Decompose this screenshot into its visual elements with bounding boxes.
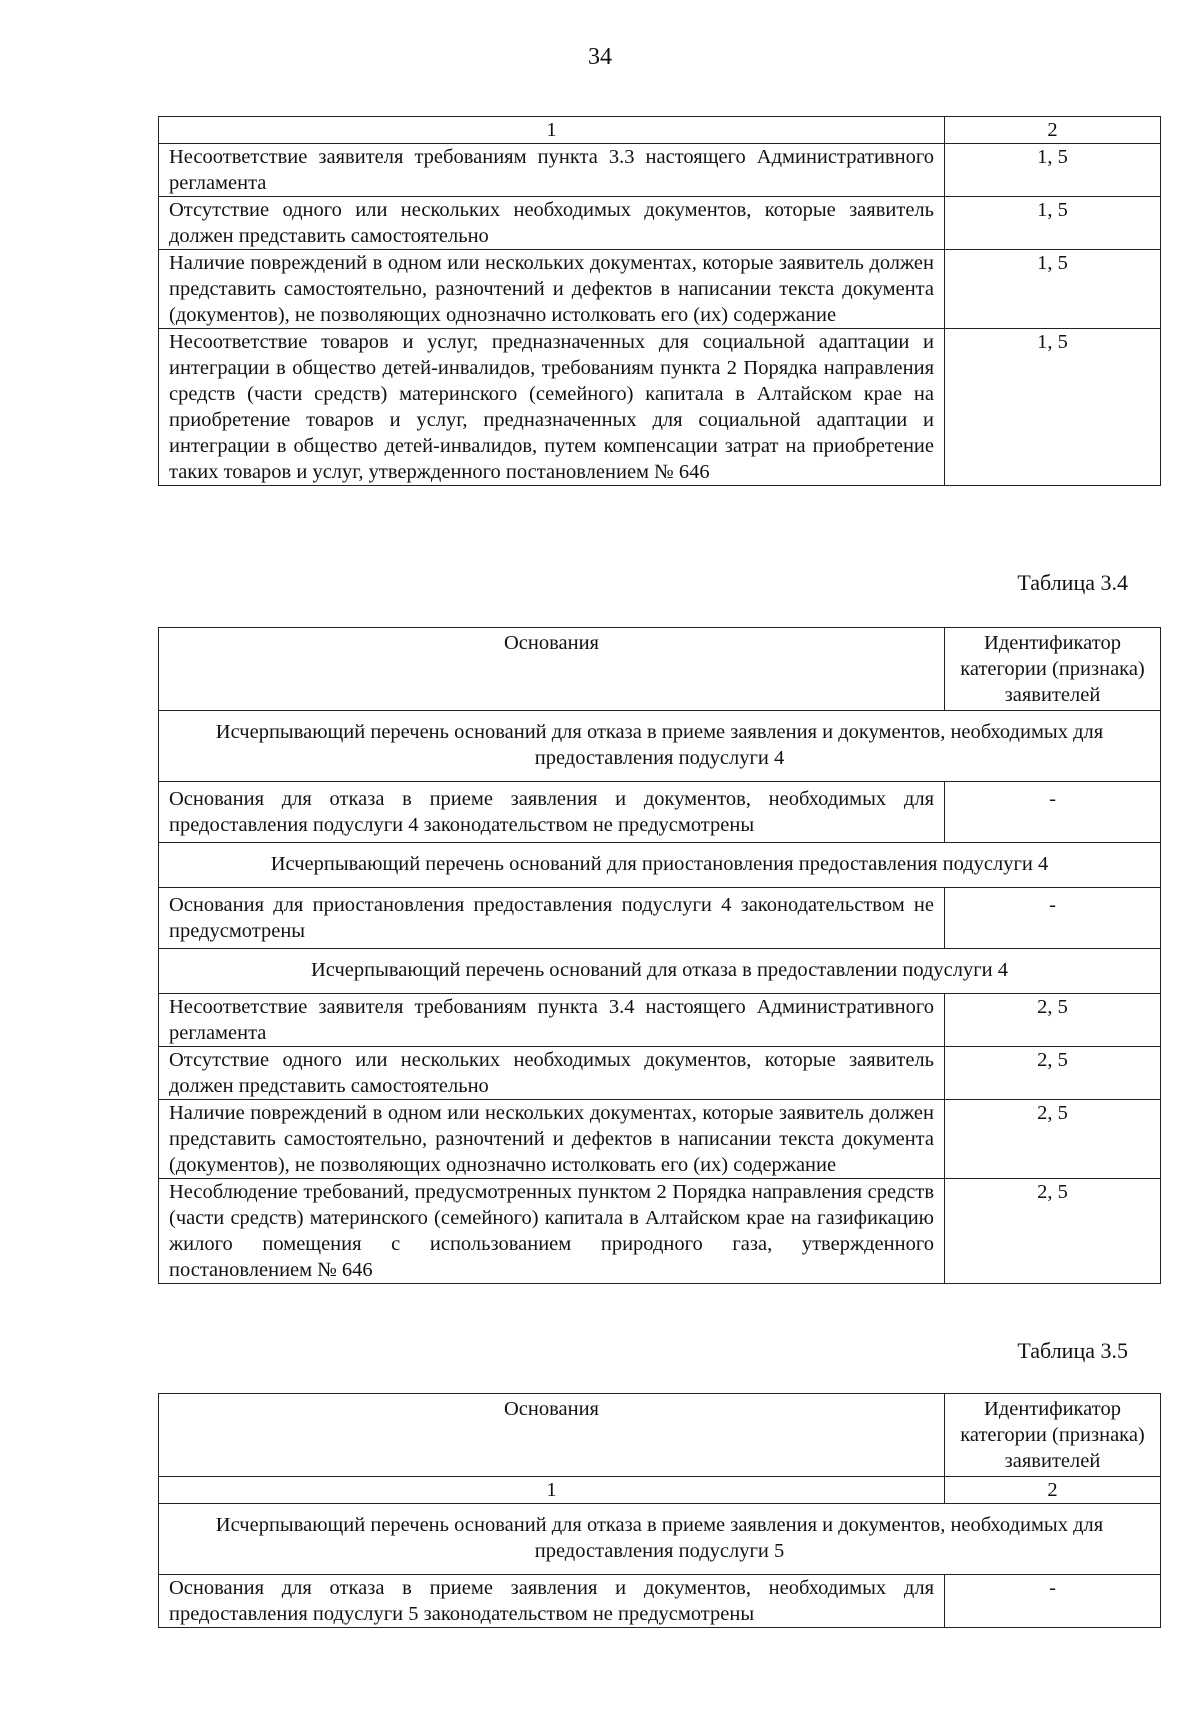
table-row (159, 1575, 1161, 1628)
section-row (159, 949, 1161, 994)
ground-text: Основания для отказа в приеме заявления и документов, необходимых для предоставления подуслуги 4 законодательством не предусмотрены (159, 782, 945, 843)
table-header-row (159, 628, 1161, 711)
ground-text: Основания для приостановления предоставления подуслуги 4 законодательством не предусмотрены (159, 888, 945, 949)
category-id: - (945, 782, 1161, 843)
column-number-2: 2 (945, 117, 1161, 144)
section-row (159, 1504, 1161, 1575)
column-header-grounds: Основания (159, 628, 945, 711)
table-header-row (159, 117, 1161, 144)
category-id: 2, 5 (945, 1179, 1161, 1284)
column-number-2: 2 (945, 1477, 1161, 1504)
table-continuation (158, 116, 1161, 486)
table-3-5 (158, 1393, 1161, 1628)
ground-text: Несоответствие товаров и услуг, предназначенных для социальной адаптации и интеграции в общество детей-инвалидов, требованиям пункта 2 Порядка направления средств (части средств) материнского (семейного) капитала в Алтайском крае на приобретение товаров и услуг, предназначенных для социальной адаптации и интеграции в общество детей-инвалидов, путем компенсации затрат на приобретение таких товаров и услуг, утвержденного постановлением № 646 (159, 329, 945, 486)
column-header-category-id: Идентификатор категории (признака) заявителей (945, 1394, 1161, 1477)
category-id: 1, 5 (945, 250, 1161, 329)
ground-text: Основания для отказа в приеме заявления и документов, необходимых для предоставления подуслуги 5 законодательством не предусмотрены (159, 1575, 945, 1628)
table-3-4-label: Таблица 3.4 (1017, 570, 1128, 595)
category-id: - (945, 1575, 1161, 1628)
ground-text: Наличие повреждений в одном или нескольких документах, которые заявитель должен представить самостоятельно, разночтений и дефектов в написании текста документа (документов), не позволяющих однозначно истолковать его (их) содержание (159, 250, 945, 329)
column-number-1: 1 (159, 117, 945, 144)
table-row (159, 1047, 1161, 1100)
section-heading: Исчерпывающий перечень оснований для отказа в приеме заявления и документов, необходимых для предоставления подуслуги 5 (159, 1504, 1161, 1575)
ground-text: Несоответствие заявителя требованиям пункта 3.4 настоящего Административного регламента (159, 994, 945, 1047)
category-id: 1, 5 (945, 197, 1161, 250)
ground-text: Отсутствие одного или нескольких необходимых документов, которые заявитель должен представить самостоятельно (159, 1047, 945, 1100)
table-row (159, 782, 1161, 843)
column-header-category-id: Идентификатор категории (признака) заявителей (945, 628, 1161, 711)
table-number-row (159, 1477, 1161, 1504)
category-id: 1, 5 (945, 144, 1161, 197)
category-id: - (945, 888, 1161, 949)
category-id: 1, 5 (945, 329, 1161, 486)
category-id: 2, 5 (945, 1047, 1161, 1100)
ground-text: Отсутствие одного или нескольких необходимых документов, которые заявитель должен представить самостоятельно (159, 197, 945, 250)
ground-text: Несоблюдение требований, предусмотренных пунктом 2 Порядка направления средств (части средств) материнского (семейного) капитала в Алтайском крае на газификацию жилого помещения с использованием природного газа, утвержденного постановлением № 646 (159, 1179, 945, 1284)
ground-text: Наличие повреждений в одном или нескольких документах, которые заявитель должен представить самостоятельно, разночтений и дефектов в написании текста документа (документов), не позволяющих однозначно истолковать его (их) содержание (159, 1100, 945, 1179)
table-row (159, 888, 1161, 949)
page-number: 34 (588, 44, 612, 70)
table-row (159, 1179, 1161, 1284)
ground-text: Несоответствие заявителя требованиям пункта 3.3 настоящего Административного регламента (159, 144, 945, 197)
table-row (159, 329, 1161, 486)
column-number-1: 1 (159, 1477, 945, 1504)
section-row (159, 711, 1161, 782)
table-3-4 (158, 627, 1161, 1284)
section-heading: Исчерпывающий перечень оснований для отказа в предоставлении подуслуги 4 (159, 949, 1161, 994)
table-row (159, 197, 1161, 250)
section-heading: Исчерпывающий перечень оснований для приостановления предоставления подуслуги 4 (159, 843, 1161, 888)
category-id: 2, 5 (945, 1100, 1161, 1179)
table-row (159, 144, 1161, 197)
section-row (159, 843, 1161, 888)
section-heading: Исчерпывающий перечень оснований для отказа в приеме заявления и документов, необходимых для предоставления подуслуги 4 (159, 711, 1161, 782)
table-3-5-label: Таблица 3.5 (1017, 1338, 1128, 1363)
category-id: 2, 5 (945, 994, 1161, 1047)
table-row (159, 250, 1161, 329)
table-header-row (159, 1394, 1161, 1477)
column-header-grounds: Основания (159, 1394, 945, 1477)
table-row (159, 994, 1161, 1047)
table-row (159, 1100, 1161, 1179)
